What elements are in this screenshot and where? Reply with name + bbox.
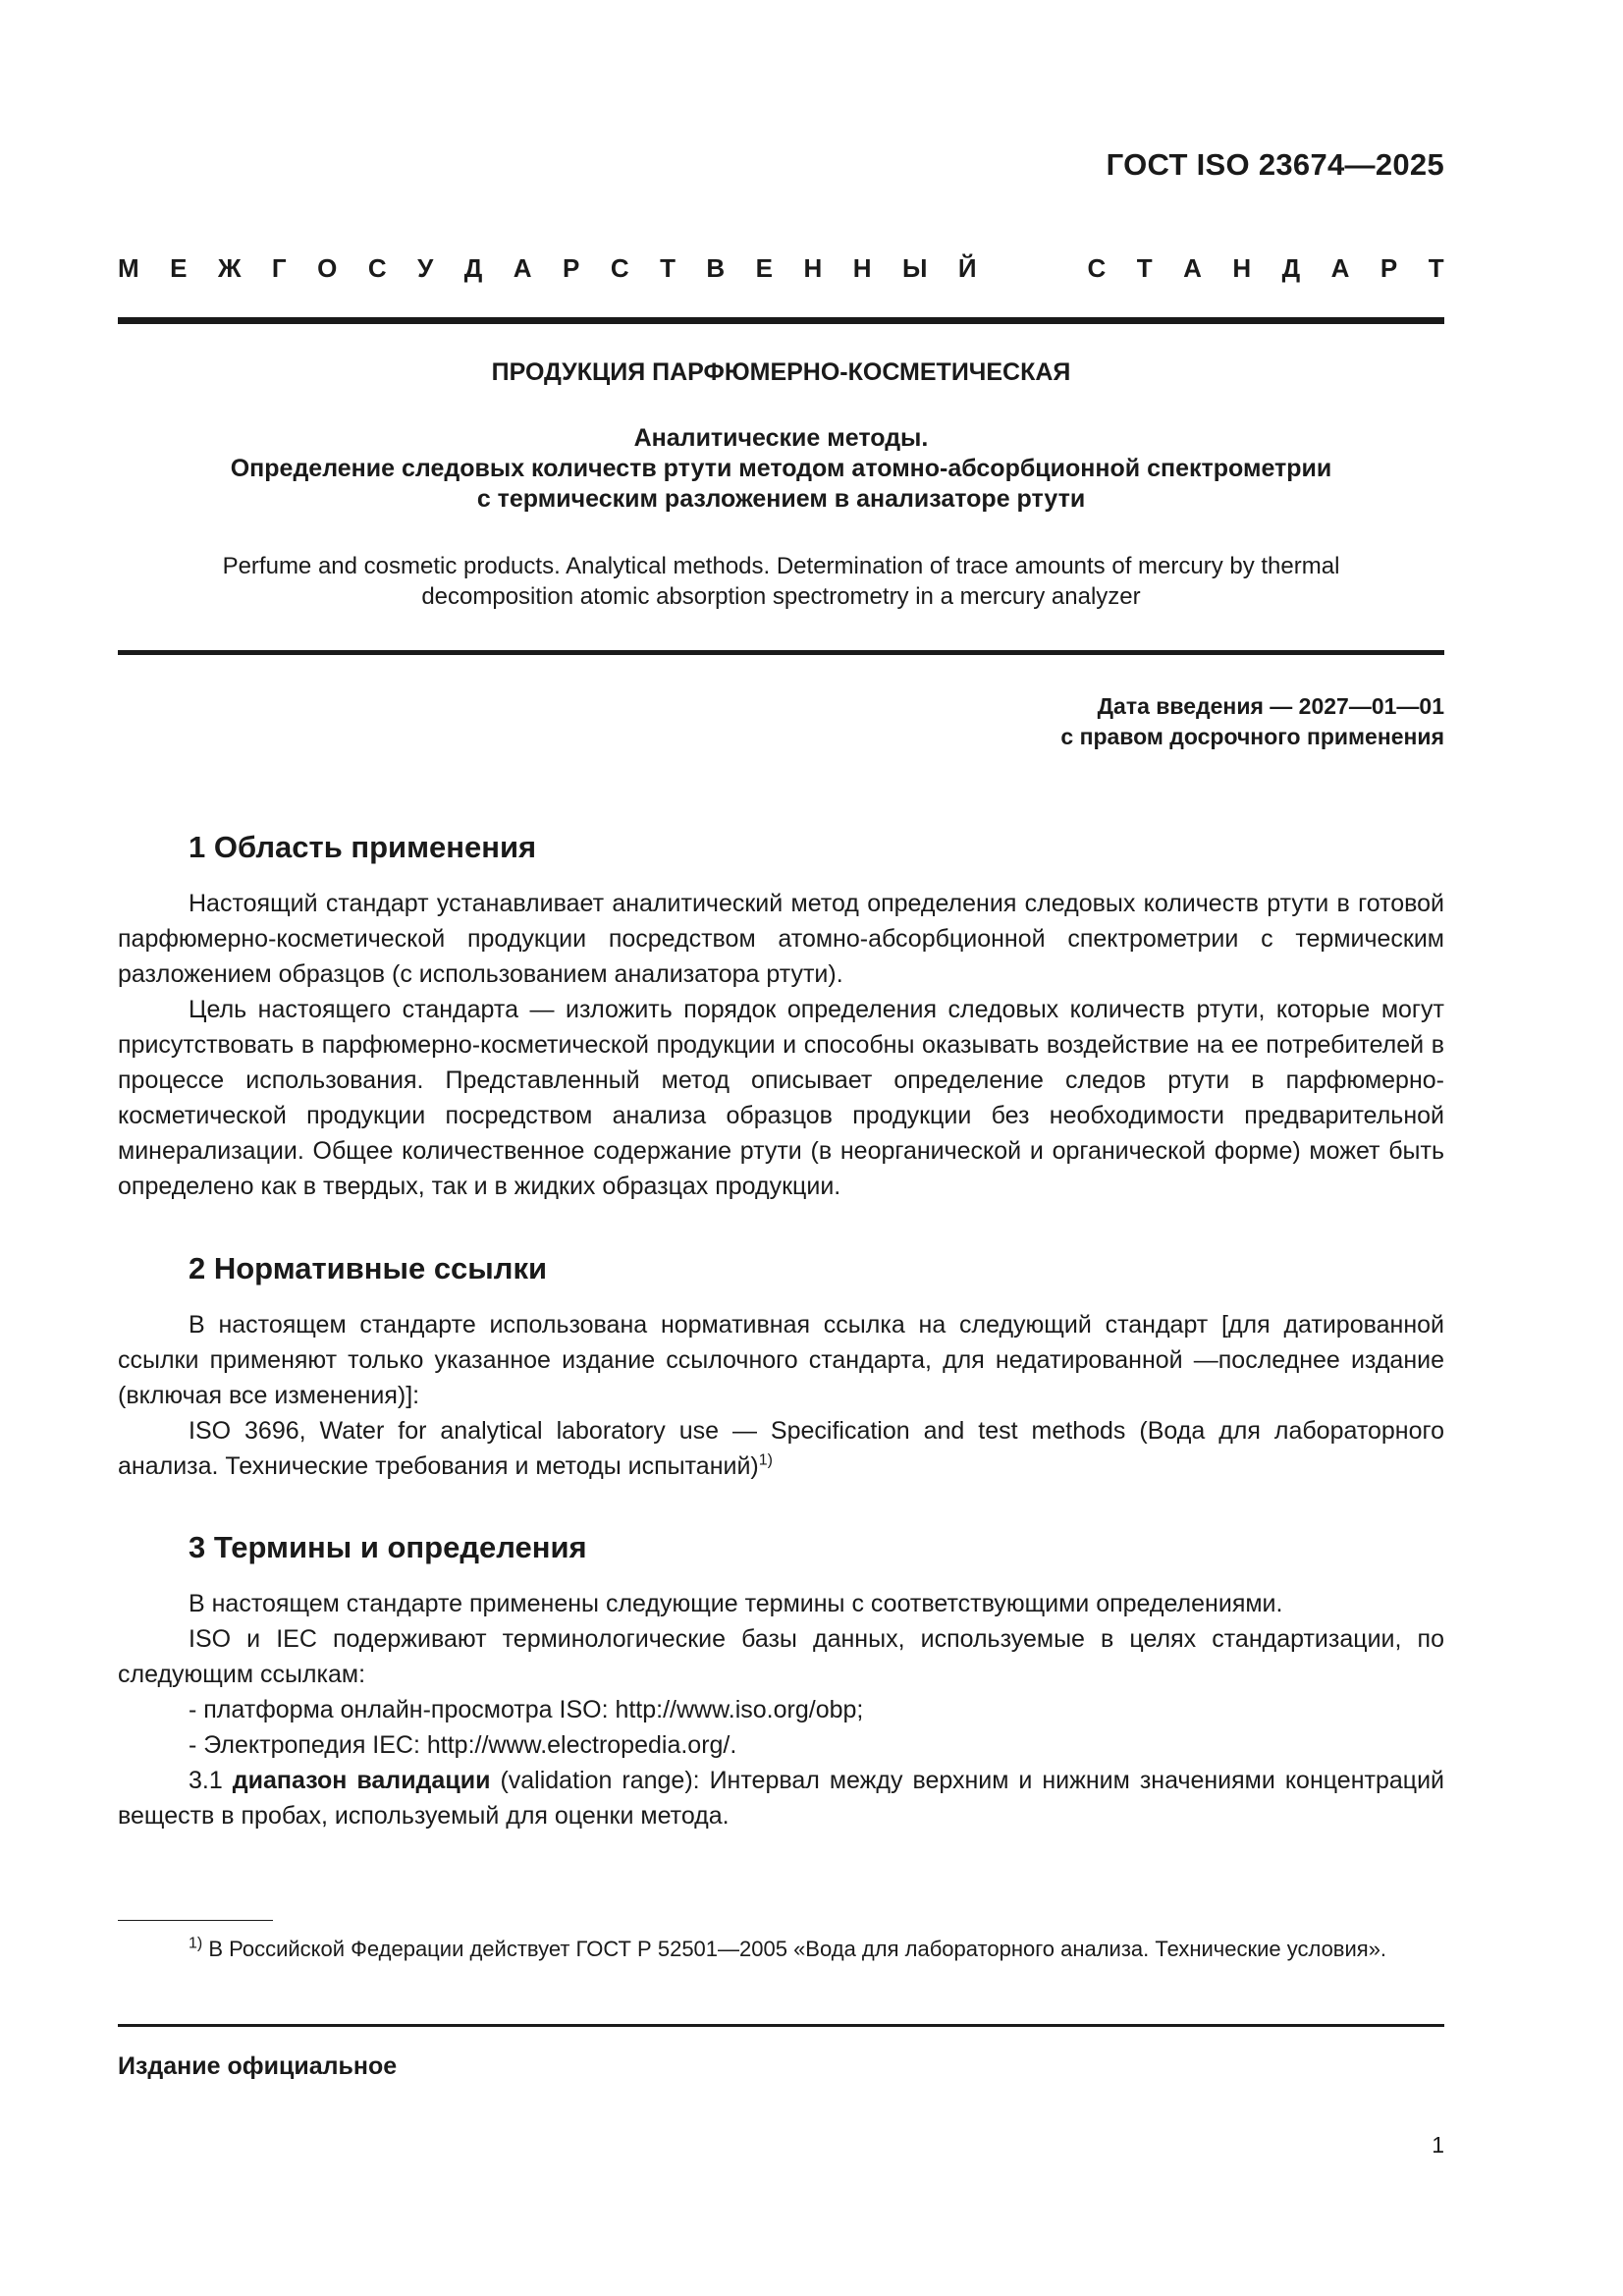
section-3-body bbox=[118, 1586, 1444, 1833]
footnote bbox=[118, 1933, 1444, 1966]
interstate-letter: О bbox=[317, 253, 338, 283]
introduction-date-value: Дата введения — 2027—01—01 bbox=[1097, 693, 1444, 719]
interstate-letter: А bbox=[513, 253, 532, 283]
title-divider bbox=[118, 650, 1444, 655]
footnote-divider bbox=[118, 1920, 273, 1921]
early-application-note: с правом досрочного применения bbox=[1060, 724, 1444, 749]
interstate-letter: У bbox=[417, 253, 434, 283]
footnote-marker: 1) bbox=[189, 1935, 203, 1952]
interstate-letter: Т bbox=[1428, 253, 1444, 283]
list-item-iso-obp: - платформа онлайн-просмотра ISO: http://www.iso.org/obp; bbox=[189, 1696, 864, 1723]
section-3-heading: 3 Термины и определения bbox=[189, 1530, 587, 1564]
interstate-letter: В bbox=[706, 253, 726, 283]
section-1-body bbox=[118, 886, 1444, 1204]
term-definition-text: (validation range): Интервал между верхним и нижним значениями концентраций веществ в пробах, используемый для оценки метода. bbox=[118, 1767, 1445, 1830]
interstate-letter: Й bbox=[957, 253, 977, 283]
list-item-electropedia: - Электропедия IEC: http://www.electropedia.org/. bbox=[189, 1731, 737, 1759]
interstate-letter: Н bbox=[1232, 253, 1252, 283]
interstate-letter: Н bbox=[803, 253, 823, 283]
term-number: 3.1 bbox=[189, 1767, 233, 1794]
section-1-paragraph-1: Настоящий стандарт устанавливает аналитический метод определения следовых количеств ртути в готовой парфюмерно-косметической продукции посредством атомно-абсорбционной спектрометрии с термическим разложением образцов (с использованием анализатора ртути). bbox=[118, 890, 1444, 988]
section-1-paragraph-2: Цель настоящего стандарта — изложить порядок определения следовых количеств ртути, которые могут присутствовать в парфюмерно-косметической продукции и способны оказывать воздействие на ее потребителей в процессе использования. Представленный метод описывает определение следов ртути в парфюмерно-косметической продукции посредством анализа образцов продукции без необходимости предварительной минерализации. Общее количественное содержание ртути (в неорганической и органической форме) может быть определено как в твердых, так и в жидких образцах продукции. bbox=[118, 996, 1444, 1200]
section-3-paragraph-2: ISO и IEC подерживают терминологические базы данных, используемые в целях стандартизации, по следующим ссылкам: bbox=[118, 1625, 1444, 1688]
interstate-letter: Е bbox=[755, 253, 774, 283]
page-number: 1 bbox=[1432, 2132, 1444, 2158]
section-3-paragraph-1: В настоящем стандарте применены следующие термины с соответствующими определениями. bbox=[189, 1590, 1283, 1617]
interstate-letter: А bbox=[1183, 253, 1202, 283]
interstate-letter: Н bbox=[852, 253, 872, 283]
interstate-letter: Ж bbox=[217, 253, 242, 283]
interstate-letter: Т bbox=[1136, 253, 1153, 283]
official-edition-label: Издание официальное bbox=[118, 2052, 398, 2080]
subtitle-line-1: Аналитические методы. bbox=[633, 424, 929, 452]
section-2-body bbox=[118, 1307, 1444, 1484]
interstate-letter: М bbox=[118, 253, 139, 283]
section-2-paragraph-1: В настоящем стандарте использована нормативная ссылка на следующий стандарт [для датированной ссылки применяют только указанное издание ссылочного стандарта, для недатированной —последнее издание (включая все изменения)]: bbox=[118, 1311, 1444, 1409]
term-definition-3-1 bbox=[118, 1763, 1444, 1833]
document-number: ГОСТ ISO 23674—2025 bbox=[1106, 147, 1444, 182]
interstate-letter: С bbox=[367, 253, 387, 283]
subtitle-line-2: Определение следовых количеств ртути методом атомно-абсорбционной спектрометрии bbox=[230, 455, 1332, 482]
term-name: диапазон валидации bbox=[232, 1767, 491, 1794]
interstate-standard-label bbox=[118, 253, 1444, 284]
introduction-date bbox=[1060, 691, 1444, 752]
interstate-letter: С bbox=[610, 253, 629, 283]
section-2 bbox=[118, 1251, 1444, 1286]
interstate-letter: Д bbox=[463, 253, 483, 283]
footnote-text: В Российской Федерации действует ГОСТ Р 52501—2005 «Вода для лабораторного анализа. Технические условия». bbox=[202, 1937, 1387, 1961]
footer-divider bbox=[118, 2024, 1444, 2027]
section-2-paragraph-2 bbox=[118, 1413, 1444, 1484]
interstate-letter: Е bbox=[170, 253, 188, 283]
header-divider bbox=[118, 317, 1444, 324]
english-title bbox=[118, 551, 1444, 612]
section-2-reference-text: ISO 3696, Water for analytical laboratory use — Specification and test methods (Вода для лабораторного анализа. Технические требования и методы испытаний) bbox=[118, 1417, 1444, 1480]
section-3 bbox=[118, 1530, 1444, 1565]
english-title-line-2: decomposition atomic absorption spectrometry in a mercury analyzer bbox=[421, 583, 1141, 610]
document-subtitle bbox=[118, 423, 1444, 515]
interstate-letter: С bbox=[1087, 253, 1107, 283]
footnote-reference[interactable]: 1) bbox=[758, 1451, 773, 1469]
interstate-letter: Т bbox=[660, 253, 676, 283]
section-1-heading: 1 Область применения bbox=[189, 830, 537, 864]
section-1 bbox=[118, 830, 1444, 865]
english-title-line-1: Perfume and cosmetic products. Analytical methods. Determination of trace amounts of mercury by thermal bbox=[222, 553, 1340, 579]
interstate-letter: Г bbox=[271, 253, 287, 283]
interstate-letter: Д bbox=[1281, 253, 1301, 283]
interstate-letter: Р bbox=[563, 253, 580, 283]
interstate-letter: Р bbox=[1380, 253, 1398, 283]
document-title: ПРОДУКЦИЯ ПАРФЮМЕРНО-КОСМЕТИЧЕСКАЯ bbox=[491, 358, 1071, 386]
interstate-letter: Ы bbox=[901, 253, 928, 283]
subtitle-line-3: с термическим разложением в анализаторе ртути bbox=[476, 485, 1086, 513]
section-2-heading: 2 Нормативные ссылки bbox=[189, 1251, 548, 1285]
interstate-letter: А bbox=[1330, 253, 1350, 283]
interstate-word-gap bbox=[1007, 253, 1056, 284]
